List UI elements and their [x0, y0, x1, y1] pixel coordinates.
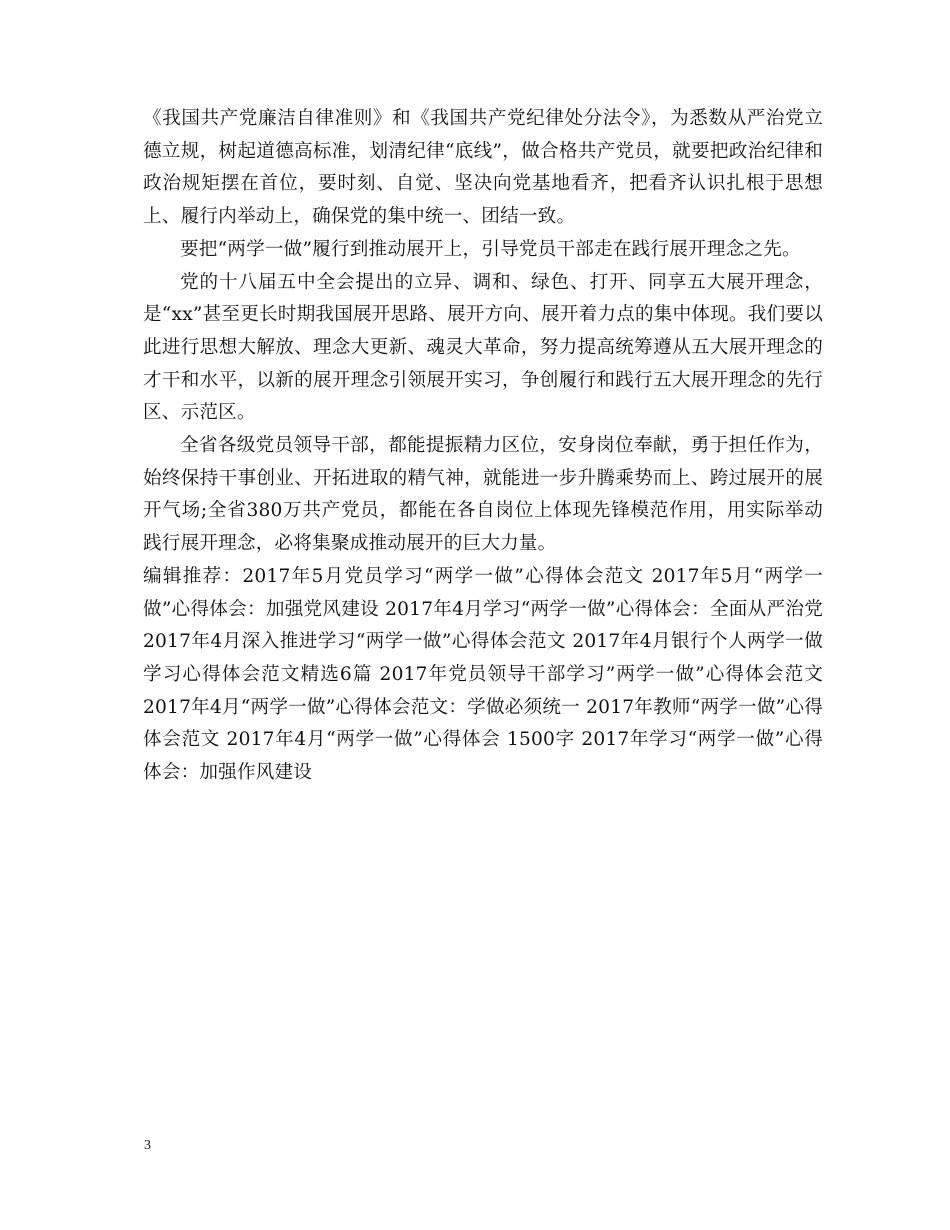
- paragraph-party-members: 全省各级党员领导干部，都能提振精力区位，安身岗位奉献，勇于担任作为，始终保持干事创业、开拓进取的精气神，就能进一步升腾乘势而上、跨过展开的展开气场;全省380万共产党员，都能在各自岗位上体现先锋模范作用，用实际举动践行展开理念，必将集聚成推动展开的巨大力量。: [143, 435, 823, 555]
- page-number: 3: [144, 1138, 151, 1153]
- document-body: [143, 103, 823, 790]
- paragraph-development-heading: 要把“两学一做”履行到推动展开上，引导党员干部走在践行展开理念之先。: [180, 238, 801, 260]
- paragraph-five-concepts: 党的十八届五中全会提出的立异、调和、绿色、打开、同享五大展开理念，是“xx”甚至更长时期我国展开思路、展开方向、展开着力点的集中体现。我们要以此进行思想大解放、理念大更新、魂灵大革命，努力提高统筹遵从五大展开理念的才干和水平，以新的展开理念引领展开实习，争创履行和践行五大展开理念的先行区、示范区。: [143, 271, 823, 424]
- editor-recommendations: 编辑推荐：2017年5月党员学习“两学一做”心得体会范文 2017年5月“两学一做”心得体会：加强党风建设 2017年4月学习“两学一做”心得体会：全面从严治党 2017年4月深入推进学习“两学一做”心得体会范文 2017年4月银行个人两学一做学习心得体会范文精选6篇 2017年党员领导干部学习”两学一做”心得体会范文 2017年4月“两学一做”心得体会范文：学做必须统一 2017年教师“两学一做”心得体会范文 2017年4月“两学一做”心得体会 1500字 2017年学习“两学一做”心得体会：加强作风建设: [143, 565, 823, 784]
- paragraph-discipline: 《我国共产党廉洁自律准则》和《我国共产党纪律处分法令》，为悉数从严治党立德立规，树起道德高标准，划清纪律“底线”，做合格共产党员，就要把政治纪律和政治规矩摆在首位，要时刻、自觉、坚决向党基地看齐，把看齐认识扎根于思想上、履行内举动上，确保党的集中统一、团结一致。: [143, 108, 823, 228]
